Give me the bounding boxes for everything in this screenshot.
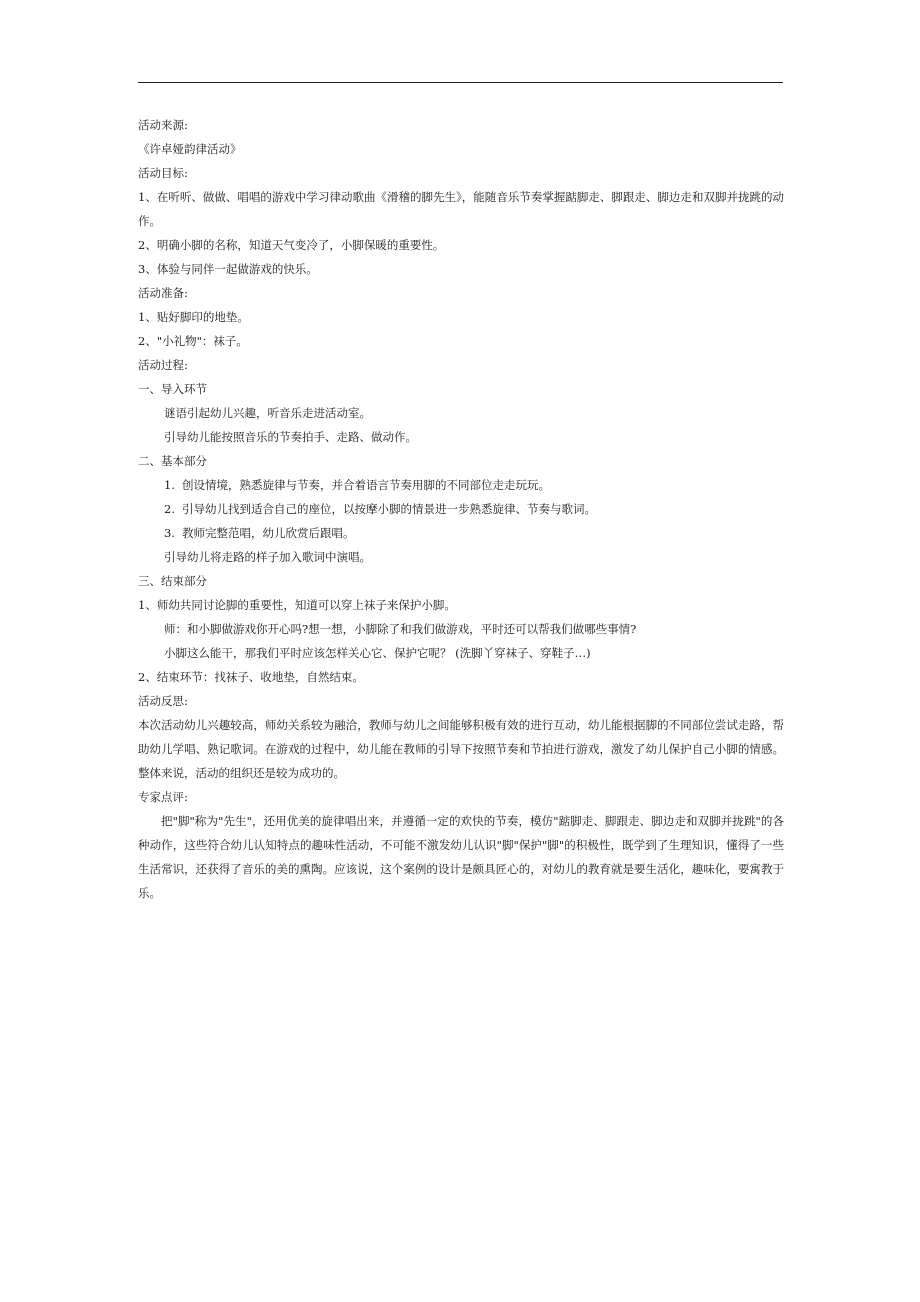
prep-label: 活动准备:: [138, 286, 188, 300]
prep-item: 1、贴好脚印的地垫。: [138, 310, 249, 324]
numbered-item: [138, 521, 784, 545]
reflect-label: 活动反思:: [138, 694, 188, 708]
process-label: 活动过程:: [138, 358, 188, 372]
dialogue-line: 小脚这么能干，那我们平时应该怎样关心它、保护它呢？ (洗脚丫穿袜子、穿鞋子…): [164, 646, 591, 660]
section-title: 一、导入环节: [138, 382, 207, 396]
header-rule: [138, 82, 783, 83]
goal-item: 1、在听听、做做、唱唱的游戏中学习律动歌曲《滑稽的脚先生》，能随音乐节奏掌握踮脚走、脚跟走、脚边走和双脚并拢跳的动作。: [138, 190, 784, 228]
section-line: 引导幼儿能按照音乐的节奏拍手、走路、做动作。: [164, 430, 417, 444]
item-text: 创设情境，熟悉旋律与节奏，并合着语言节奏用脚的不同部位走走玩玩。: [182, 478, 550, 492]
numbered-item: [138, 497, 784, 521]
section-line: 谜语引起幼儿兴趣，听音乐走进活动室。: [164, 406, 371, 420]
section-line: 引导幼儿将走路的样子加入歌词中演唱。: [164, 550, 371, 564]
reflect-paragraph: 本次活动幼儿兴趣较高，师幼关系较为融洽，教师与幼儿之间能够积极有效的进行互动，幼儿能根据脚的不同部位尝试走路，帮助幼儿学唱、熟记歌词。在游戏的过程中，幼儿能在教师的引导下按照节奏和节拍进行游戏，激发了幼儿保护自己小脚的情感。整体来说，活动的组织还是较为成功的。: [138, 718, 784, 780]
item-number: 1.: [164, 478, 175, 492]
section-title: 三、结束部分: [138, 574, 207, 588]
section-line: 1、师幼共同讨论脚的重要性，知道可以穿上袜子来保护小脚。: [138, 598, 456, 612]
dialogue-line: 师：和小脚做游戏你开心吗?想一想，小脚除了和我们做游戏，平时还可以帮我们做哪些事情?: [164, 622, 637, 636]
source-value: 《许卓娅韵律活动》: [138, 142, 242, 156]
document-body: [138, 113, 784, 905]
goals-label: 活动目标:: [138, 166, 188, 180]
item-number: 3.: [164, 526, 175, 540]
goal-item: 2、明确小脚的名称，知道天气变冷了，小脚保暖的重要性。: [138, 238, 445, 252]
source-label: 活动来源:: [138, 118, 188, 132]
goal-item: 3、体验与同伴一起做游戏的快乐。: [138, 262, 318, 276]
section-title: 二、基本部分: [138, 454, 207, 468]
expert-paragraph: 把"脚"称为"先生"，还用优美的旋律唱出来，并遵循一定的欢快的节奏，模仿"踮脚走、脚跟走、脚边走和双脚并拢跳"的各种动作，这些符合幼儿认知特点的趣味性活动，不可能不激发幼儿认识"脚"保护"脚"的积极性，既学到了生理知识，懂得了一些生活常识，还获得了音乐的美的熏陶。应该说，这个案例的设计是颇具匠心的，对幼儿的教育就是要生活化，趣味化，要寓教于乐。: [138, 814, 784, 900]
expert-label: 专家点评:: [138, 790, 188, 804]
section-line: 2、结束环节：找袜子、收地垫，自然结束。: [138, 670, 364, 684]
numbered-item: [138, 473, 784, 497]
item-number: 2.: [164, 502, 175, 516]
item-text: 引导幼儿找到适合自己的座位，以按摩小脚的情景进一步熟悉旋律、节奏与歌词。: [182, 502, 596, 516]
prep-item: 2、"小礼物"：袜子。: [138, 334, 248, 348]
item-text: 教师完整范唱，幼儿欣赏后跟唱。: [182, 526, 355, 540]
